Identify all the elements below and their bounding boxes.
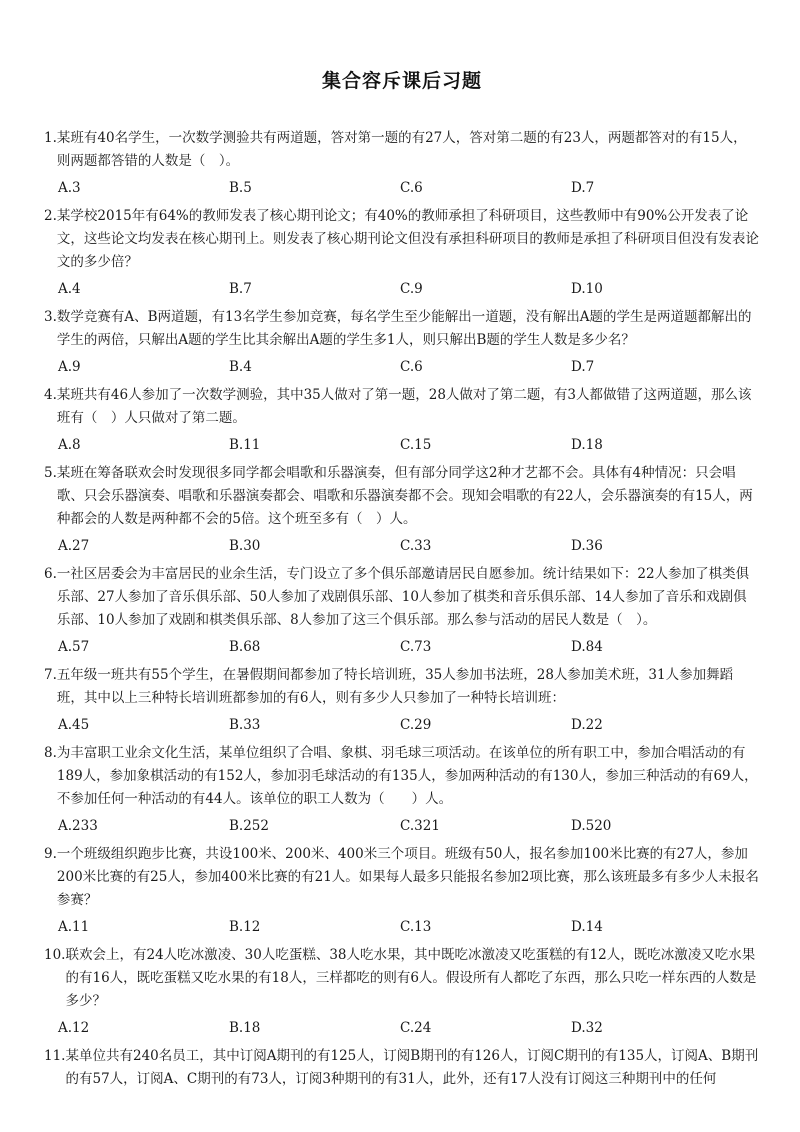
question-number: 9. <box>44 846 57 862</box>
question-stem <box>44 127 760 173</box>
answer-option: D.32 <box>571 1020 603 1036</box>
answer-option: D.18 <box>571 437 603 453</box>
question-stem <box>44 664 760 710</box>
answer-options <box>44 715 760 735</box>
answer-option: B.7 <box>229 281 252 297</box>
answer-option: C.6 <box>400 180 423 196</box>
question-text: 一社区居委会为丰富居民的业余生活，专门设立了多个俱乐部邀请居民自愿参加。统计结果如下：22人参加了棋类俱乐部、27人参加了音乐俱乐部、50人参加了戏剧俱乐部、10人参加了棋类和音乐俱乐部、14人参加了音乐和戏剧俱乐部、10人参加了戏剧和棋类俱乐部、8人参加了这三个俱乐部。那么参与活动的居民人数是（ ）。 <box>56 566 750 628</box>
answer-option: A.9 <box>58 359 81 375</box>
answer-options <box>44 536 760 556</box>
answer-option: A.57 <box>58 639 90 655</box>
question-item <box>44 843 760 937</box>
question-stem <box>44 1045 760 1091</box>
answer-option: C.73 <box>400 639 432 655</box>
answer-option: A.4 <box>58 281 81 297</box>
answer-option: D.84 <box>571 639 603 655</box>
question-stem <box>44 563 760 632</box>
question-number: 8. <box>44 745 57 761</box>
question-text: 一个班级组织跑步比赛，共设100米、200米、400米三个项目。班级有50人，报名参加100米比赛的有27人，参加200米比赛的有25人，参加400米比赛的有21人。如果每人最多只能报名参加2项比赛，那么该班最多有多少人未报名参赛？ <box>56 846 759 908</box>
question-item <box>44 944 760 1038</box>
answer-option: A.3 <box>58 180 81 196</box>
answer-option: B.11 <box>229 437 261 453</box>
question-item <box>44 742 760 836</box>
answer-option: B.5 <box>229 180 252 196</box>
question-number: 11. <box>44 1048 66 1064</box>
answer-option: C.29 <box>400 717 432 733</box>
question-text: 某班在筹备联欢会时发现很多同学都会唱歌和乐器演奏，但有部分同学这2种才艺都不会。具体有4种情况：只会唱歌、只会乐器演奏、唱歌和乐器演奏都会、唱歌和乐器演奏都不会。现知会唱歌的有22人，会乐器演奏的有15人，两种都会的人数是两种都不会的5倍。这个班至多有（ ）人。 <box>56 465 753 527</box>
question-text: 某单位共有240名员工，其中订阅A期刊的有125人，订阅B期刊的有126人，订阅C期刊的有135人，订阅A、B期刊的有57人，订阅A、C期刊的有73人，订阅3种期刊的有31人，此外，还有17人没有订阅这三种期刊中的任何 <box>65 1048 759 1087</box>
question-list <box>44 127 760 1091</box>
question-text: 联欢会上，有24人吃冰激凌、30人吃蛋糕、38人吃水果，其中既吃冰激凌又吃蛋糕的有12人，既吃冰激凌又吃水果的有16人，既吃蛋糕又吃水果的有18人，三样都吃的则有6人。假设所有人都吃了东西，那么只吃一样东西的人数是多少？ <box>65 947 757 1009</box>
answer-option: B.12 <box>229 919 261 935</box>
answer-option: C.24 <box>400 1020 432 1036</box>
question-number: 10. <box>44 947 66 963</box>
answer-options <box>44 435 760 455</box>
question-stem <box>44 384 760 430</box>
answer-option: A.233 <box>58 818 98 834</box>
question-number: 6. <box>44 566 57 582</box>
answer-option: D.36 <box>571 538 603 554</box>
question-item <box>44 664 760 735</box>
page-title: 集合容斥课后习题 <box>321 70 482 92</box>
question-text: 五年级一班共有55个学生，在暑假期间都参加了特长培训班，35人参加书法班，28人参加美术班，31人参加舞蹈班，其中以上三种特长培训班都参加的有6人，则有多少人只参加了一种特长培训班： <box>56 667 734 706</box>
question-number: 2. <box>44 208 57 224</box>
answer-options <box>44 917 760 937</box>
answer-option: C.6 <box>400 359 423 375</box>
answer-option: D.520 <box>571 818 612 834</box>
answer-option: B.252 <box>229 818 269 834</box>
answer-option: C.321 <box>400 818 440 834</box>
answer-option: C.13 <box>400 919 432 935</box>
question-item <box>44 384 760 455</box>
answer-options <box>44 816 760 836</box>
answer-option: D.22 <box>571 717 603 733</box>
question-item <box>44 462 760 556</box>
question-item <box>44 1045 760 1091</box>
question-item <box>44 127 760 198</box>
question-text: 某班有40名学生，一次数学测验共有两道题，答对第一题的有27人，答对第二题的有23人，两题都答对的有15人，则两题都答错的人数是（ ）。 <box>56 130 747 169</box>
answer-option: B.33 <box>229 717 261 733</box>
question-stem <box>44 944 760 1013</box>
answer-option: D.10 <box>571 281 603 297</box>
question-text: 数学竞赛有A、B两道题，有13名学生参加竞赛，每名学生至少能解出一道题，没有解出A题的学生是两道题都解出的学生的两倍，只解出A题的学生比其余解出A题的学生多1人，则只解出B题的学生人数是多少名？ <box>56 309 752 348</box>
question-text: 某学校2015年有64%的教师发表了核心期刊论文；有40%的教师承担了科研项目，这些教师中有90%公开发表了论文，这些论文均发表在核心期刊上。则发表了核心期刊论文但没有承担科研项目的教师是承担了科研项目但没有发表论文的多少倍？ <box>56 208 759 270</box>
answer-options <box>44 279 760 299</box>
answer-option: A.27 <box>58 538 90 554</box>
question-number: 3. <box>44 309 57 325</box>
question-number: 1. <box>44 130 57 146</box>
answer-option: D.7 <box>571 180 595 196</box>
answer-options <box>44 178 760 198</box>
answer-option: B.68 <box>229 639 261 655</box>
answer-option: A.8 <box>58 437 81 453</box>
question-stem <box>44 306 760 352</box>
question-text: 某班共有46人参加了一次数学测验，其中35人做对了第一题，28人做对了第二题，有3人都做错了这两道题，那么该班有（ ）人只做对了第二题。 <box>56 387 752 426</box>
answer-option: A.45 <box>58 717 90 733</box>
question-item <box>44 205 760 299</box>
answer-option: D.14 <box>571 919 603 935</box>
answer-options <box>44 1018 760 1038</box>
answer-option: C.15 <box>400 437 432 453</box>
answer-option: B.18 <box>229 1020 261 1036</box>
question-stem <box>44 742 760 811</box>
question-number: 5. <box>44 465 57 481</box>
answer-options <box>44 357 760 377</box>
question-stem <box>44 462 760 531</box>
question-number: 7. <box>44 667 57 683</box>
answer-option: A.12 <box>58 1020 90 1036</box>
answer-option: B.30 <box>229 538 261 554</box>
question-item <box>44 306 760 377</box>
answer-option: A.11 <box>58 919 90 935</box>
question-stem <box>44 205 760 274</box>
question-stem <box>44 843 760 912</box>
answer-options <box>44 637 760 657</box>
answer-option: D.7 <box>571 359 595 375</box>
question-item <box>44 563 760 657</box>
answer-option: C.9 <box>400 281 423 297</box>
question-number: 4. <box>44 387 57 403</box>
answer-option: C.33 <box>400 538 432 554</box>
answer-option: B.4 <box>229 359 252 375</box>
question-text: 为丰富职工业余文化生活，某单位组织了合唱、象棋、羽毛球三项活动。在该单位的所有职工中，参加合唱活动的有189人，参加象棋活动的有152人，参加羽毛球活动的有135人，参加两种活动的有130人，参加三种活动的有69人，不参加任何一种活动的有44人。该单位的职工人数为（ ）人。 <box>56 745 758 807</box>
